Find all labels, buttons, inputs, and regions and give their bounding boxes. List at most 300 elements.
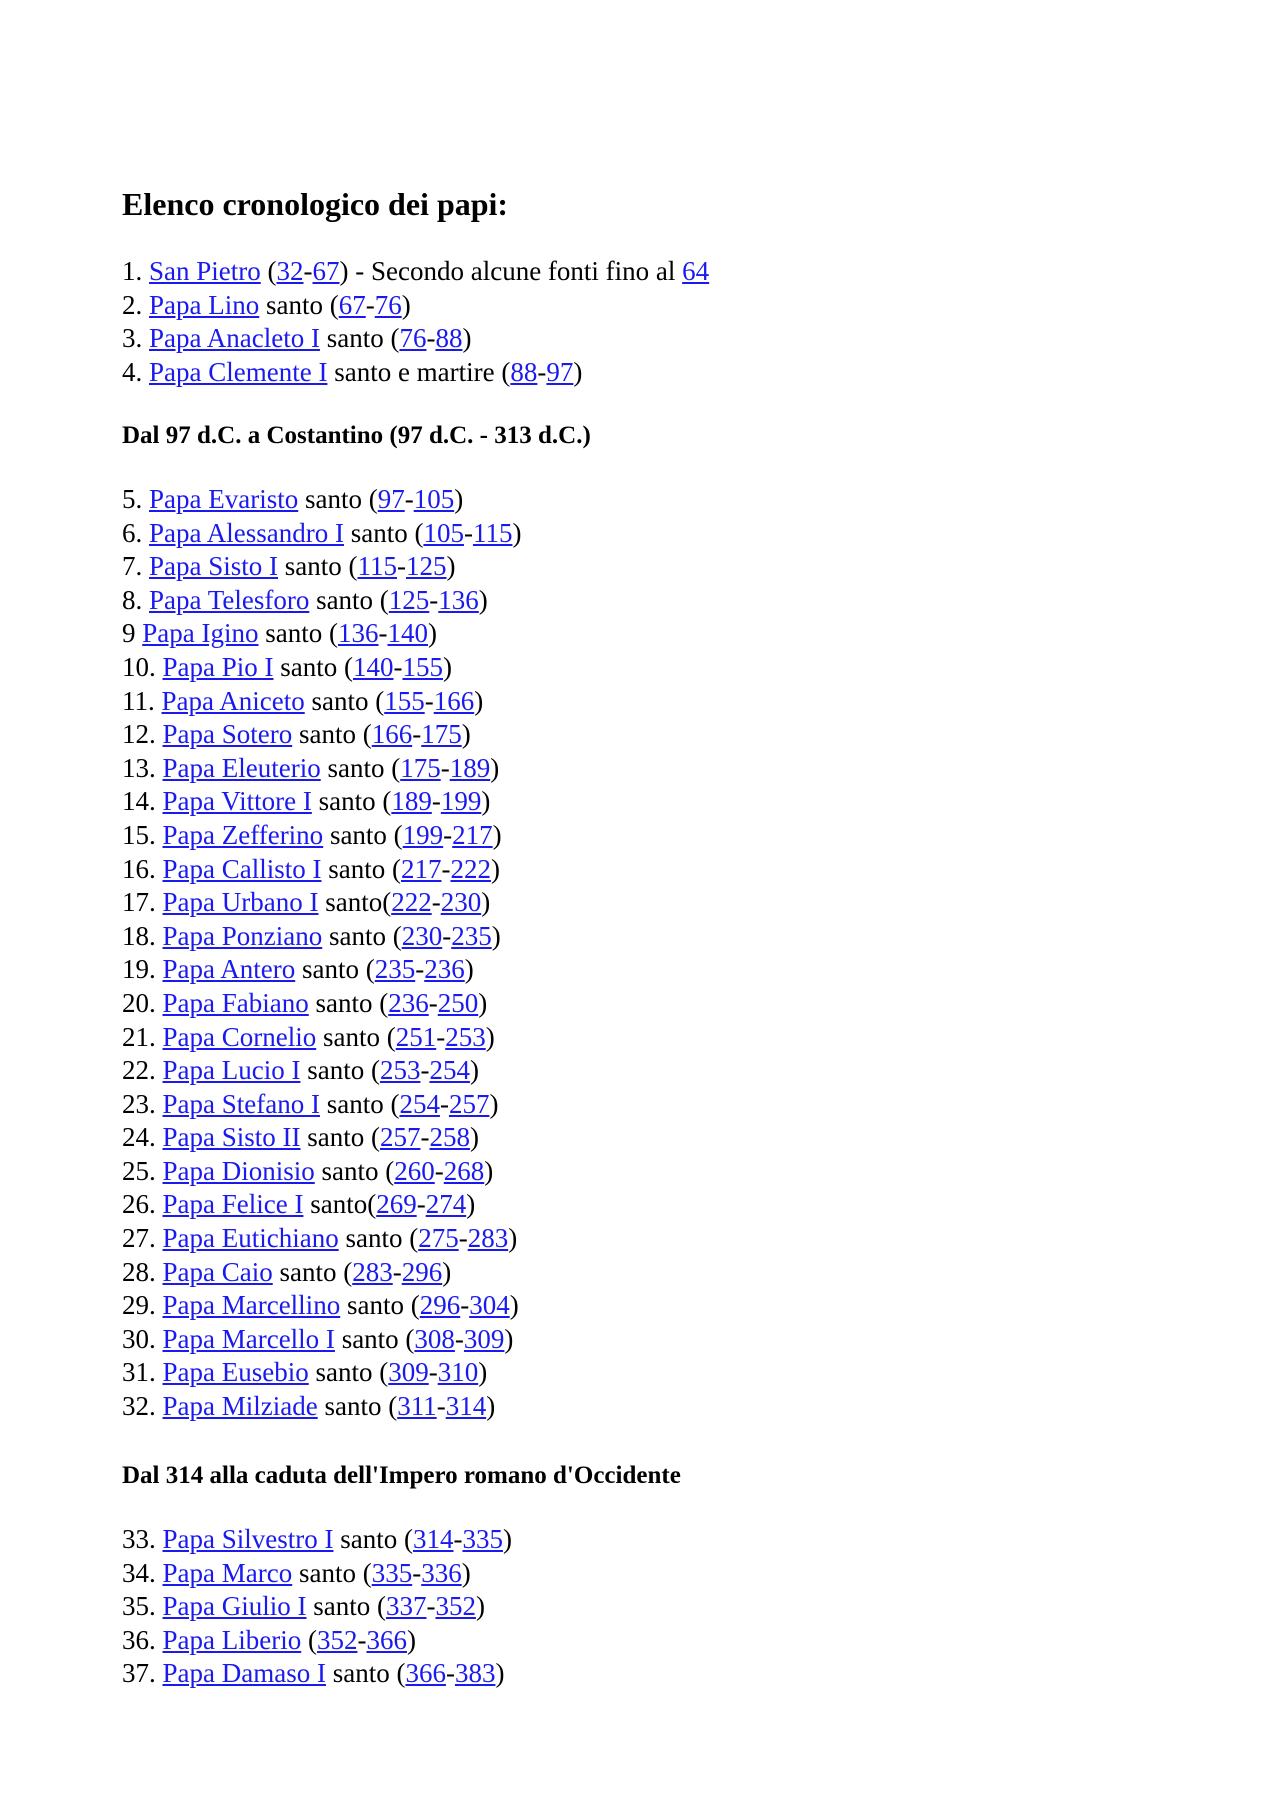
entry-number: 7. xyxy=(122,551,143,582)
entry-text: santo( xyxy=(318,887,392,918)
pope-name-link[interactable]: Papa Zefferino xyxy=(162,819,324,850)
entry-number: 22. xyxy=(122,1055,156,1086)
year-separator: - xyxy=(378,618,388,649)
entry-number: 16. xyxy=(122,853,156,884)
end-year-link[interactable]: 175 xyxy=(421,719,462,750)
pope-entry xyxy=(122,584,521,618)
year-separator: - xyxy=(434,1155,444,1186)
end-year-link[interactable]: 236 xyxy=(424,954,465,985)
entry-text: santo ( xyxy=(321,853,401,884)
close-paren: ) xyxy=(464,954,474,985)
close-paren: ) xyxy=(490,853,500,884)
pope-entry xyxy=(122,651,521,685)
pope-entry xyxy=(122,617,521,651)
entry-text: ( xyxy=(301,1624,317,1655)
entry-number: 15. xyxy=(122,819,156,850)
year-separator: - xyxy=(424,685,434,716)
start-year-link[interactable]: 366 xyxy=(405,1658,446,1689)
end-year-link[interactable]: 115 xyxy=(472,517,513,548)
year-separator: - xyxy=(460,1290,470,1321)
close-paren: ) xyxy=(502,1524,512,1554)
start-year-link[interactable]: 309 xyxy=(388,1357,429,1388)
entry-number: 6. xyxy=(122,517,143,548)
pope-name-link[interactable]: Papa Vittore I xyxy=(162,786,312,817)
year-separator: - xyxy=(443,819,453,850)
start-year-link[interactable]: 230 xyxy=(401,920,443,951)
close-paren: ) xyxy=(478,584,488,615)
close-paren: ) xyxy=(474,685,484,716)
start-year-link[interactable]: 269 xyxy=(376,1189,417,1220)
year-separator: - xyxy=(428,1357,438,1388)
pope-entry xyxy=(122,1657,512,1691)
start-year-link[interactable]: 67 xyxy=(338,289,366,320)
pope-entry xyxy=(122,517,521,551)
close-paren: ) xyxy=(478,987,488,1018)
end-year-link[interactable]: 268 xyxy=(443,1155,485,1186)
close-paren: ) xyxy=(489,1088,499,1119)
end-year-link[interactable]: 257 xyxy=(448,1088,490,1119)
pope-name-link[interactable]: Papa Lucio I xyxy=(162,1055,301,1086)
end-year-link[interactable]: 222 xyxy=(450,853,491,884)
end-year-link[interactable]: 310 xyxy=(437,1357,479,1388)
pope-name-link[interactable]: Papa Clemente I xyxy=(149,356,328,387)
close-paren: ) xyxy=(573,356,583,387)
close-paren: ) xyxy=(401,289,411,320)
year-separator: - xyxy=(426,1591,436,1622)
end-year-link[interactable]: 250 xyxy=(437,987,479,1018)
start-year-link[interactable]: 257 xyxy=(379,1122,421,1153)
pope-name-link[interactable]: Papa Evaristo xyxy=(149,484,299,514)
end-year-link[interactable]: 309 xyxy=(463,1323,505,1354)
close-paren: ) xyxy=(469,1055,479,1086)
pope-name-link[interactable]: San Pietro xyxy=(149,256,261,286)
pope-name-link[interactable]: Papa Silvestro I xyxy=(162,1524,334,1554)
entry-number: 37. xyxy=(122,1658,156,1689)
end-year-link[interactable]: 336 xyxy=(421,1557,462,1588)
entry-number: 27. xyxy=(122,1223,156,1254)
end-year-link[interactable]: 199 xyxy=(440,786,482,817)
pope-entry xyxy=(122,1222,521,1256)
close-paren: ) xyxy=(508,1223,518,1254)
start-year-link[interactable]: 251 xyxy=(395,1021,437,1052)
pope-name-link[interactable]: Papa Dionisio xyxy=(162,1155,315,1186)
pope-name-link[interactable]: Papa Milziade xyxy=(162,1391,318,1422)
year-separator: - xyxy=(440,752,450,783)
pope-entry xyxy=(122,1624,512,1658)
start-year-link[interactable]: 235 xyxy=(374,954,416,985)
pope-entry xyxy=(122,322,709,356)
pope-name-link[interactable]: Papa Lino xyxy=(149,289,260,320)
pope-entry xyxy=(122,1188,521,1222)
pope-name-link[interactable]: Papa Caio xyxy=(162,1256,273,1287)
pope-entry xyxy=(122,1523,512,1557)
pope-name-link[interactable]: Papa Igino xyxy=(142,618,259,649)
entry-number: 26. xyxy=(122,1189,156,1220)
entry-text: santo ( xyxy=(309,584,389,615)
entry-number: 18. xyxy=(122,920,156,951)
start-year-link[interactable]: 97 xyxy=(377,484,405,514)
year-separator: - xyxy=(412,1557,422,1588)
pope-name-link[interactable]: Papa Sisto I xyxy=(149,551,279,582)
start-year-link[interactable]: 175 xyxy=(400,752,441,783)
pope-entry xyxy=(122,1289,521,1323)
entry-number: 30. xyxy=(122,1323,156,1354)
entry-text: santo ( xyxy=(338,1223,419,1254)
year-separator: - xyxy=(453,1524,463,1554)
end-year-link[interactable]: 253 xyxy=(445,1021,486,1052)
close-paren: ) xyxy=(466,1189,476,1220)
entry-text: santo ( xyxy=(304,685,385,716)
end-year-link[interactable]: 140 xyxy=(387,618,428,649)
start-year-link[interactable]: 352 xyxy=(316,1624,358,1655)
entry-text: santo ( xyxy=(295,954,375,985)
pope-name-link[interactable]: Papa Fabiano xyxy=(162,987,309,1018)
end-year-link[interactable]: 383 xyxy=(454,1658,496,1689)
entry-text: santo ( xyxy=(258,618,338,649)
entry-number: 28. xyxy=(122,1256,156,1287)
entry-text: santo ( xyxy=(325,1658,406,1689)
entry-number: 2. xyxy=(122,289,143,320)
end-year-link[interactable]: 314 xyxy=(445,1391,487,1422)
entry-text: santo ( xyxy=(323,819,403,850)
pope-name-link[interactable]: Papa Eleuterio xyxy=(162,752,321,783)
pope-entry xyxy=(122,920,521,954)
close-paren: ) xyxy=(406,1624,416,1655)
close-paren: ) xyxy=(462,323,472,354)
end-year-link[interactable]: 274 xyxy=(425,1189,467,1220)
pope-name-link[interactable]: Papa Eutichiano xyxy=(162,1223,339,1254)
end-year-link[interactable]: 136 xyxy=(438,584,479,615)
year-separator: - xyxy=(436,1391,446,1422)
pope-name-link[interactable]: Papa Urbano I xyxy=(162,887,319,918)
entry-number: 29. xyxy=(122,1290,156,1321)
entry-text: santo ( xyxy=(259,289,339,320)
end-year-link[interactable]: 304 xyxy=(469,1290,510,1321)
start-year-link[interactable]: 222 xyxy=(391,887,432,918)
end-year-link[interactable]: 296 xyxy=(401,1256,443,1287)
year-separator: - xyxy=(445,1658,455,1689)
start-year-link[interactable]: 115 xyxy=(357,551,397,582)
year-separator: - xyxy=(392,1256,402,1287)
year-separator: - xyxy=(365,289,375,320)
pope-entry xyxy=(122,1256,521,1290)
start-year-link[interactable]: 335 xyxy=(371,1557,413,1588)
pope-entry xyxy=(122,1088,521,1122)
pope-entry xyxy=(122,1121,521,1155)
start-year-link[interactable]: 32 xyxy=(276,256,304,286)
pope-entry xyxy=(122,289,709,323)
pope-list-97-313 xyxy=(122,483,521,1424)
pope-name-link[interactable]: Papa Ponziano xyxy=(162,920,323,951)
pope-name-link[interactable]: Papa Marcello I xyxy=(162,1323,335,1354)
entry-text: santo ( xyxy=(314,1155,395,1186)
pope-entry xyxy=(122,483,521,517)
year-separator: - xyxy=(429,584,439,615)
close-paren: ) xyxy=(485,1021,495,1052)
pope-name-link[interactable]: Papa Giulio I xyxy=(162,1591,307,1622)
entry-number: 14. xyxy=(122,786,156,817)
entry-text: ( xyxy=(260,256,277,286)
entry-number: 23. xyxy=(122,1088,156,1119)
year-separator: - xyxy=(426,323,436,354)
end-year-link[interactable]: 366 xyxy=(366,1624,407,1655)
entry-text: santo ( xyxy=(308,987,389,1018)
close-paren: ) xyxy=(475,1591,485,1622)
entry-number: 33. xyxy=(122,1524,156,1554)
pope-entry xyxy=(122,718,521,752)
year-separator: - xyxy=(431,786,441,817)
close-paren: ) xyxy=(446,551,456,582)
pope-entry xyxy=(122,356,709,390)
end-year-link[interactable]: 283 xyxy=(467,1223,509,1254)
pope-name-link[interactable]: Papa Stefano I xyxy=(162,1088,320,1119)
entry-text: santo ( xyxy=(278,551,358,582)
close-paren: ) xyxy=(454,484,464,514)
pope-entry xyxy=(122,1054,521,1088)
pope-name-link[interactable]: Papa Damaso I xyxy=(162,1658,326,1689)
pope-list-314-fall xyxy=(122,1523,512,1691)
entry-text: santo e martire ( xyxy=(327,356,511,387)
year-separator: - xyxy=(420,1122,430,1153)
pope-entry xyxy=(122,1390,521,1424)
pope-name-link[interactable]: Papa Telesforo xyxy=(149,584,310,615)
entry-text: santo ( xyxy=(319,323,400,354)
entry-number: 13. xyxy=(122,752,156,783)
pope-entry xyxy=(122,752,521,786)
pope-entry xyxy=(122,1155,521,1189)
entry-number: 12. xyxy=(122,719,156,750)
end-year-link[interactable]: 166 xyxy=(433,685,475,716)
close-paren: ) xyxy=(491,920,501,951)
entry-text: santo ( xyxy=(316,1021,396,1052)
entry-text: santo( xyxy=(303,1189,377,1220)
close-paren: ) xyxy=(486,1391,496,1422)
end-year-link[interactable]: 230 xyxy=(440,887,482,918)
year-separator: - xyxy=(441,853,451,884)
entry-text: santo ( xyxy=(306,1591,386,1622)
year-separator: - xyxy=(416,1189,426,1220)
start-year-link[interactable]: 283 xyxy=(352,1256,393,1287)
pope-entry xyxy=(122,853,521,887)
entry-number: 9 xyxy=(122,618,136,649)
entry-number: 36. xyxy=(122,1624,156,1655)
entry-number: 21. xyxy=(122,1021,156,1052)
pope-name-link[interactable]: Papa Felice I xyxy=(162,1189,304,1220)
end-year-link[interactable]: 76 xyxy=(374,289,402,320)
end-year-link[interactable]: 235 xyxy=(451,920,492,951)
pope-name-link[interactable]: Papa Marco xyxy=(162,1557,293,1588)
entry-number: 11. xyxy=(122,685,155,716)
start-year-link[interactable]: 311 xyxy=(397,1391,437,1422)
entry-number: 5. xyxy=(122,484,143,514)
year-separator: - xyxy=(420,1055,430,1086)
entry-note: - Secondo alcune fonti fino al xyxy=(348,256,683,286)
start-year-link[interactable]: 199 xyxy=(402,819,444,850)
year-separator: - xyxy=(393,651,403,682)
end-year-link[interactable]: 67 xyxy=(312,256,340,286)
end-year-link[interactable]: 254 xyxy=(429,1055,470,1086)
entry-number: 32. xyxy=(122,1391,156,1422)
pope-name-link[interactable]: Papa Eusebio xyxy=(162,1357,309,1388)
entry-number: 17. xyxy=(122,887,156,918)
entry-number: 1. xyxy=(122,256,143,286)
start-year-link[interactable]: 253 xyxy=(379,1055,421,1086)
year-separator: - xyxy=(412,719,422,750)
entry-text: santo ( xyxy=(320,752,401,783)
note-year-link[interactable]: 64 xyxy=(682,256,710,286)
year-separator: - xyxy=(404,484,414,514)
entry-text: santo ( xyxy=(311,786,392,817)
start-year-link[interactable]: 275 xyxy=(418,1223,459,1254)
close-paren: ) xyxy=(339,256,349,286)
entry-text: santo ( xyxy=(319,1088,400,1119)
start-year-link[interactable]: 125 xyxy=(388,584,430,615)
entry-number: 20. xyxy=(122,987,156,1018)
start-year-link[interactable]: 140 xyxy=(352,651,394,682)
entry-text: santo ( xyxy=(292,1557,372,1588)
close-paren: ) xyxy=(509,1290,519,1321)
close-paren: ) xyxy=(469,1122,479,1153)
year-separator: - xyxy=(458,1223,468,1254)
entry-text: santo ( xyxy=(300,1055,380,1086)
start-year-link[interactable]: 189 xyxy=(391,786,432,817)
year-separator: - xyxy=(442,920,452,951)
end-year-link[interactable]: 155 xyxy=(402,651,443,682)
start-year-link[interactable]: 254 xyxy=(399,1088,440,1119)
end-year-link[interactable]: 97 xyxy=(546,356,574,387)
pope-name-link[interactable]: Papa Pio I xyxy=(162,651,274,682)
close-paren: ) xyxy=(504,1323,514,1354)
pope-entry xyxy=(122,550,521,584)
start-year-link[interactable]: 88 xyxy=(510,356,538,387)
entry-number: 19. xyxy=(122,954,156,985)
start-year-link[interactable]: 314 xyxy=(412,1524,454,1554)
pope-entry xyxy=(122,1557,512,1591)
start-year-link[interactable]: 166 xyxy=(371,719,413,750)
end-year-link[interactable]: 352 xyxy=(435,1591,476,1622)
start-year-link[interactable]: 105 xyxy=(423,517,464,548)
entry-text: santo ( xyxy=(292,719,372,750)
start-year-link[interactable]: 337 xyxy=(385,1591,427,1622)
close-paren: ) xyxy=(481,786,491,817)
entry-number: 34. xyxy=(122,1557,156,1588)
year-separator: - xyxy=(454,1323,464,1354)
year-separator: - xyxy=(439,1088,449,1119)
entry-text: santo ( xyxy=(273,651,353,682)
close-paren: ) xyxy=(484,1155,494,1186)
start-year-link[interactable]: 136 xyxy=(337,618,379,649)
section-heading-97-313: Dal 97 d.C. a Costantino (97 d.C. - 313 d.C.) xyxy=(122,422,591,449)
entry-text: santo ( xyxy=(322,920,402,951)
pope-name-link[interactable]: Papa Cornelio xyxy=(162,1021,317,1052)
close-paren: ) xyxy=(490,752,500,783)
close-paren: ) xyxy=(461,719,471,750)
pope-name-link[interactable]: Papa Sisto II xyxy=(162,1122,301,1153)
start-year-link[interactable]: 76 xyxy=(399,323,427,354)
pope-name-link[interactable]: Papa Sotero xyxy=(162,719,293,750)
year-separator: - xyxy=(428,987,438,1018)
section-heading-314-fall: Dal 314 alla caduta dell'Impero romano d'Occidente xyxy=(122,1462,681,1489)
pope-name-link[interactable]: Papa Aniceto xyxy=(161,685,305,716)
pope-entry xyxy=(122,886,521,920)
start-year-link[interactable]: 308 xyxy=(414,1323,455,1354)
pope-entry xyxy=(122,1356,521,1390)
start-year-link[interactable]: 296 xyxy=(419,1290,461,1321)
start-year-link[interactable]: 217 xyxy=(400,853,442,884)
entry-number: 35. xyxy=(122,1591,156,1622)
year-separator: - xyxy=(303,256,313,286)
entry-text: santo ( xyxy=(317,1391,398,1422)
end-year-link[interactable]: 105 xyxy=(413,484,455,514)
start-year-link[interactable]: 260 xyxy=(394,1155,435,1186)
close-paren: ) xyxy=(442,1256,452,1287)
close-paren: ) xyxy=(492,819,502,850)
pope-list-early xyxy=(122,255,709,389)
close-paren: ) xyxy=(461,1557,471,1588)
end-year-link[interactable]: 217 xyxy=(452,819,493,850)
entry-number: 4. xyxy=(122,356,143,387)
page-title: Elenco cronologico dei papi: xyxy=(122,186,509,222)
pope-entry xyxy=(122,1323,521,1357)
pope-name-link[interactable]: Papa Antero xyxy=(162,954,296,985)
end-year-link[interactable]: 335 xyxy=(462,1524,503,1554)
year-separator: - xyxy=(436,1021,446,1052)
year-separator: - xyxy=(415,954,425,985)
pope-name-link[interactable]: Papa Liberio xyxy=(162,1624,302,1655)
pope-entry xyxy=(122,685,521,719)
end-year-link[interactable]: 88 xyxy=(435,323,463,354)
entry-number: 8. xyxy=(122,584,143,615)
pope-name-link[interactable]: Papa Anacleto I xyxy=(149,323,320,354)
close-paren: ) xyxy=(442,651,452,682)
pope-entry xyxy=(122,987,521,1021)
entry-text: santo ( xyxy=(334,1323,415,1354)
close-paren: ) xyxy=(495,1658,505,1689)
close-paren: ) xyxy=(478,1357,488,1388)
start-year-link[interactable]: 236 xyxy=(388,987,429,1018)
entry-text: santo ( xyxy=(340,1290,420,1321)
close-paren: ) xyxy=(481,887,491,918)
pope-entry xyxy=(122,953,521,987)
close-paren: ) xyxy=(512,517,522,548)
year-separator: - xyxy=(537,356,547,387)
entry-text: santo ( xyxy=(272,1256,353,1287)
year-separator: - xyxy=(463,517,473,548)
entry-text: santo ( xyxy=(298,484,378,514)
start-year-link[interactable]: 155 xyxy=(384,685,425,716)
entry-number: 10. xyxy=(122,651,156,682)
pope-entry xyxy=(122,785,521,819)
end-year-link[interactable]: 258 xyxy=(429,1122,470,1153)
entry-number: 31. xyxy=(122,1357,156,1388)
pope-name-link[interactable]: Papa Alessandro I xyxy=(149,517,344,548)
pope-entry xyxy=(122,1021,521,1055)
pope-entry xyxy=(122,1590,512,1624)
pope-entry xyxy=(122,819,521,853)
close-paren: ) xyxy=(427,618,437,649)
year-separator: - xyxy=(357,1624,367,1655)
year-separator: - xyxy=(431,887,441,918)
end-year-link[interactable]: 189 xyxy=(449,752,491,783)
entry-number: 3. xyxy=(122,323,143,354)
pope-name-link[interactable]: Papa Marcellino xyxy=(162,1290,341,1321)
end-year-link[interactable]: 125 xyxy=(406,551,447,582)
entry-text: santo ( xyxy=(343,517,424,548)
pope-entry xyxy=(122,255,709,289)
entry-text: santo ( xyxy=(333,1524,413,1554)
entry-number: 24. xyxy=(122,1122,156,1153)
pope-name-link[interactable]: Papa Callisto I xyxy=(162,853,322,884)
